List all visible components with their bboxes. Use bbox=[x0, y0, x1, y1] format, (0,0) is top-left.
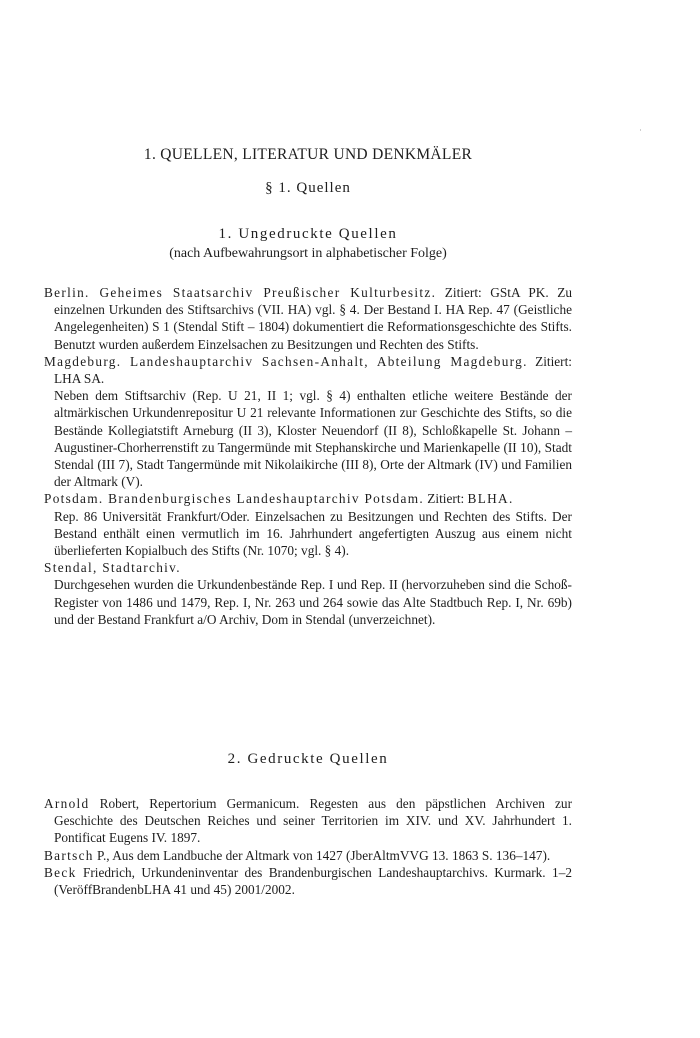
unpublished-sources-list bbox=[44, 284, 572, 628]
margin-mark bbox=[640, 129, 641, 131]
entry-lead: Magdeburg. Landeshauptarchiv Sachsen-Anhalt, Abteilung Magdeburg. bbox=[44, 353, 528, 369]
bibliography-entry bbox=[44, 795, 572, 847]
bibliography-entry bbox=[44, 864, 572, 898]
entry-author: Beck bbox=[44, 864, 77, 880]
entry-text: Zitiert: bbox=[423, 491, 468, 507]
entry-lead: Stendal, Stadtarchiv. bbox=[44, 560, 181, 576]
subsection-subtitle: (nach Aufbewahrungsort in alphabetischer Folge) bbox=[169, 246, 447, 261]
entry-detail: Rep. 86 Universität Frankfurt/Oder. Einzelsachen zu Besitzungen und Rechten des Stifts. Der Bestand enthält einen vermutlich im 16. Jahrhundert angefertigten Auszug aus einem nicht überlieferten Kopialbuch des Stifts (Nr. 1070; vgl. § 4). bbox=[54, 508, 572, 559]
source-entry-potsdam bbox=[44, 490, 572, 559]
section-title: § 1. Quellen bbox=[265, 180, 351, 196]
entry-detail: Durchgesehen wurden die Urkundenbestände Rep. I und Rep. II (hervorzuheben sind die Schoß-Register von 1486 und 1479, Rep. I, Nr. 263 und 264 sowie das Alte Stadtbuch Rep. I, Nr. 69b) und der Bestand Frankfurt a/O Archiv, Dom in Stendal (unverzeichnet). bbox=[54, 577, 572, 627]
entry-lead: Berlin. Geheimes Staatsarchiv Preußischer Kulturbesitz. bbox=[44, 285, 437, 300]
entry-text: Robert, Repertorium Germanicum. Regesten aus den päpstlichen Archiven zur Geschichte des Deutschen Reiches und seiner Territorien im XIV. und XV. Jahrhundert 1. Pontificat Eugens IV. 1897. bbox=[54, 796, 572, 846]
subsection-title-published: 2. Gedruckte Quellen bbox=[227, 751, 389, 767]
source-entry-berlin bbox=[44, 284, 572, 353]
entry-author: Bartsch bbox=[44, 847, 94, 863]
bibliography-entry bbox=[44, 847, 572, 864]
entry-text: Zitiert: LHA SA. bbox=[54, 353, 572, 387]
entry-abbreviation: BLHA. bbox=[467, 491, 514, 507]
entry-text: Friedrich, Urkundeninventar des Brandenburgischen Landeshauptarchivs. Kurmark. 1–2 (VeröffBrandenbLHA 41 und 45) 2001/2002. bbox=[54, 864, 572, 898]
entry-text: Zitiert: GStA PK. Zu einzelnen Urkunden des Stiftsarchivs (VII. HA) vgl. § 4. Der Bestand I. HA Rep. 47 (Geistliche Angelegenheiten) S 1 (Stendal Stift – 1804) dokumentiert die Reformationsgeschichte des Stifts. Benutzt wurden außerdem Einzelsachen zu Besitzungen und Rechten des Stifts. bbox=[54, 285, 572, 352]
entry-lead: Potsdam. Brandenburgisches Landeshauptarchiv Potsdam. bbox=[44, 491, 424, 507]
entry-text: P., Aus dem Landbuche der Altmark von 1427 (JberAltmVVG 13. 1863 S. 136–147). bbox=[93, 847, 551, 863]
source-entry-magdeburg bbox=[44, 353, 572, 491]
entry-author: Arnold bbox=[44, 796, 90, 811]
entry-detail: Neben dem Stiftsarchiv (Rep. U 21, II 1; vgl. § 4) enthalten etliche weitere Bestände der altmärkischen Urkundenrepositur U 21 relevante Informationen zur Geschichte des Stifts, so die Bestände Kollegiatstift Arneburg (II 3), Kloster Neuendorf (II 8), Schloßkapelle St. Johann – Augustiner-Chorherrenstift zu Tangermünde mit Stephanskirche und Marienkapelle (II 10), Stadt Stendal (III 7), Stadt Tangermünde mit Nikolaikirche (III 8), Orte der Altmark (IV) und Familien der Altmark (V). bbox=[54, 388, 572, 490]
chapter-title: 1. QUELLEN, LITERATUR UND DENKMÄLER bbox=[143, 146, 473, 163]
subsection-title-unpublished: 1. Ungedruckte Quellen bbox=[218, 226, 398, 242]
source-entry-stendal bbox=[44, 559, 572, 628]
published-sources-list bbox=[44, 795, 572, 898]
